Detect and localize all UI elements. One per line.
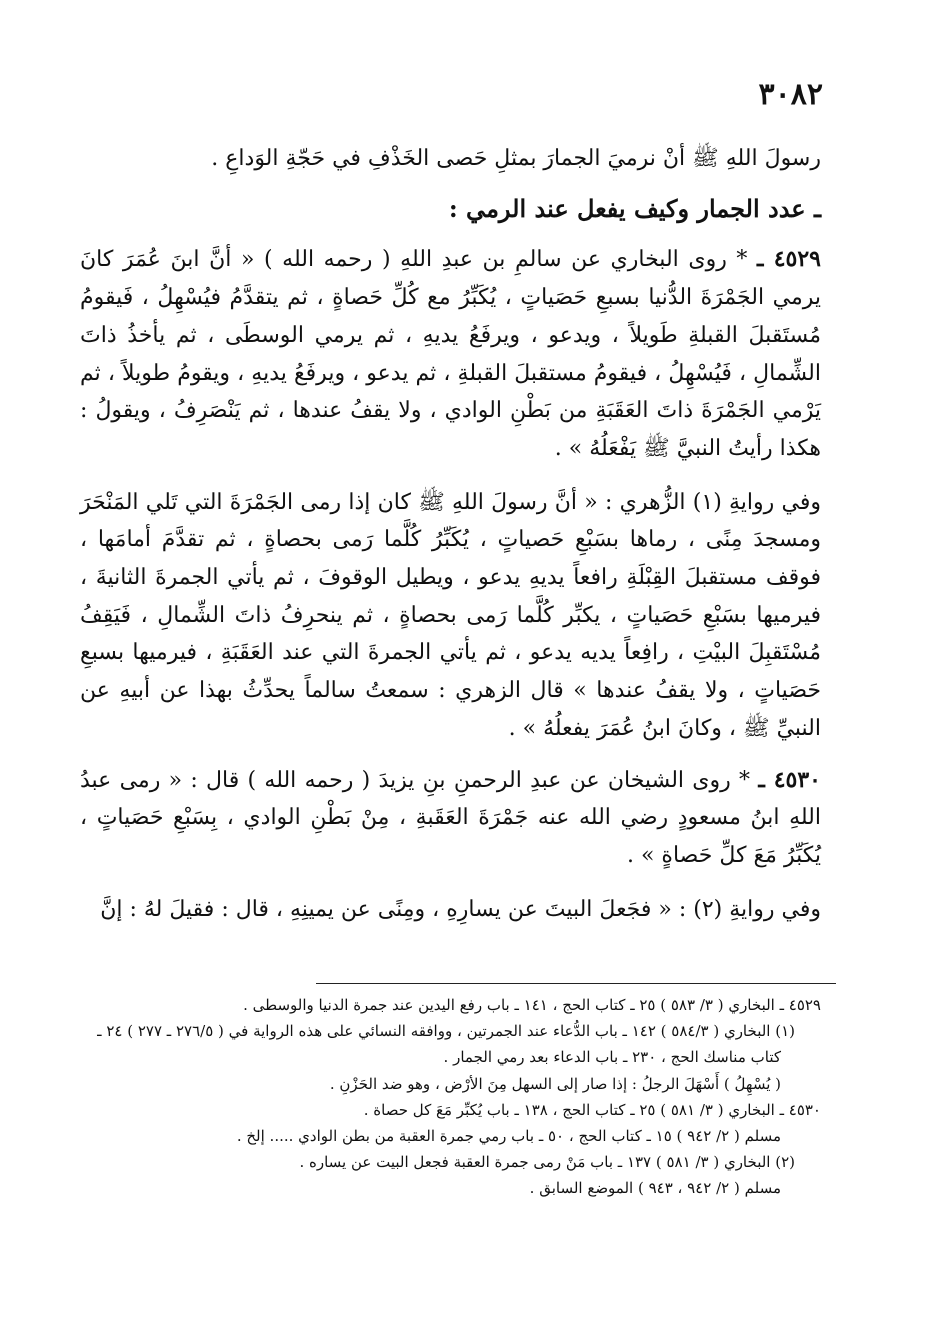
footnote-divider <box>316 983 836 984</box>
hadith-4530 <box>80 762 821 875</box>
narration-2: وفي روايةِ (٢) : « فجَعلَ البيتَ عن يسارِهِ ، ومِنًى عن يمينِهِ ، قال : فقيلَ لهُ : إنَّ <box>100 896 821 922</box>
footnote-line: ( يُسْهِلُ ) أَسْهَلَ الرجلُ : إذا صار إلى السهل مِنَ الأرْض ، وهو ضد الحَزْنِ . <box>329 1074 781 1093</box>
footnote-line: مسلم ( ٢/ ٩٤٢ ) ١٥ ـ كتاب الحج ، ٥٠ ـ باب رمي جمرة العقبة من بطن الوادي ..... إلخ . <box>236 1127 781 1146</box>
footnotes <box>80 992 821 1202</box>
page-number: ٣٠٨٢ <box>758 77 823 112</box>
hadith-number: ٤٥٢٩ ـ <box>757 246 821 273</box>
narration-zuhri: وفي روايةِ (١) الزُّهري : « أنَّ رسولَ اللهِ ﷺ كان إذا رمى الجَمْرَةَ التي تَلي المَنْحَرَ ومسجدَ مِنًى ، رماها بسَبْعِ حَصياتٍ ، يُكَبِّرُ كُلَّما رَمى بحصاةٍ ، ثم تقدَّمَ أمامَها ، فوقف مستقبلَ القِبْلَةِ رافعاً يديهِ يدعو ، ويطيل الوقوفَ ، ثم يأتي الجمرةَ الثانيةَ ، فيرميها بسَبْعِ حَصَياتٍ ، يكبِّر كُلَّما رَمى بحصاةٍ ، ثم ينحرِفُ ذاتَ الشِّمالِ ، فَيَقِفُ مُسْتَقبِلَ البيْتِ ، رافِعاً يديه يدعو ، ثم يأتي الجمرةَ التي عند العَقَبَةِ ، فيرميها بسبعِ حَصَياتٍ ، ولا يقفُ عندها » قال الزهري : سمعتُ سالماً يحدِّثُ بهذا عن أبيهِ عن النبيِّ ﷺ ، وكانَ ابنُ عُمَرَ يفعلُهُ » . <box>80 489 821 741</box>
hadith-4529 <box>80 241 821 467</box>
footnote-line: ٤٥٣٠ ـ البخاري ( ٣/ ٥٨١ ) ٢٥ ـ كتاب الحج ، ١٣٨ ـ باب يُكبِّر مَعَ كل حصاة . <box>363 1100 821 1119</box>
footnote-line: (١) البخاري ( ٥٨٤/٣ ) ١٤٢ ـ باب الدُّعاء عند الجمرتين ، ووافقه النسائي على هذه الرواية في ( ٢٧٦/٥ ـ ٢٧٧ ) ٢٤ ـ <box>97 1022 795 1041</box>
footnote-line: كتاب مناسك الحج ، ٢٣٠ ـ باب الدعاء بعد رمي الجمار . <box>443 1048 781 1067</box>
footnote-line: مسلم ( ٢/ ٩٤٢ ، ٩٤٣ ) الموضع السابق . <box>529 1179 781 1198</box>
hadith-number: ٤٥٣٠ ـ <box>758 766 821 793</box>
section-heading: ـ عدد الجمار وكيف يفعل عند الرمي : <box>448 193 821 223</box>
intro-line: رسولَ اللهِ ﷺ أنْ نرميَ الجمارَ بمثلِ حَصى الخَذْفِ في حَجّةِ الوَداعِ . <box>211 146 821 171</box>
footnote-line: (٢) البخاري ( ٣/ ٥٨١ ) ١٣٧ ـ باب مَنْ رمى جمرة العقبة فجعل البيت عن يساره . <box>299 1153 795 1172</box>
hadith-text: * روى الشيخان عن عبدِ الرحمنِ بنِ يزيدَ ( رحمه الله ) قال : « رمى عبدُ اللهِ ابنُ مسعودٍ رضي الله عنه جَمْرَةَ العَقَبةِ ، مِنْ بَطْنِ الوادي ، بِسَبْعِ حَصَياتٍ ، يُكَبِّرُ مَعَ كلِّ حَصاةٍ » . <box>80 767 821 868</box>
hadith-text: * روى البخاري عن سالمِ بن عبدِ اللهِ ( رحمه الله ) « أنَّ ابنَ عُمَرَ كانَ يرمي الجَمْرَةَ الدُّنيا بسبعِ حَصَياتٍ ، يُكَبِّرُ مع كُلِّ حَصاةٍ ، ثم يتقدَّمُ فيُسْهِلُ ، فَيقومُ مُستَقبلَ القبلةِ طَويلاً ، ويدعو ، ويرفَعُ يديهِ ، ثم يرمي الوسطَى ، ثم يأخذُ ذاتَ الشِّمالِ ، فَيُسْهِلُ ، فيقومُ مستقبلَ القبلةِ ، ثم يدعو ، ويرفَعُ يديهِ ، ويقومُ طويلاً ، ثم يَرْمي الجَمْرَةَ ذاتَ العَقَبَةِ من بَطْنِ الوادي ، ولا يقفُ عندها ، ثم يَنْصَرِفُ ، ويقولُ : هكذا رأيتُ النبيَّ ﷺ يَفْعَلُهُ » . <box>80 247 821 461</box>
footnote-line: ٤٥٢٩ ـ البخاري ( ٣/ ٥٨٣ ) ٢٥ ـ كتاب الحج ، ١٤١ ـ باب رفع اليدين عند جمرة الدنيا والوسطى . <box>243 996 821 1014</box>
main-text <box>80 140 821 928</box>
